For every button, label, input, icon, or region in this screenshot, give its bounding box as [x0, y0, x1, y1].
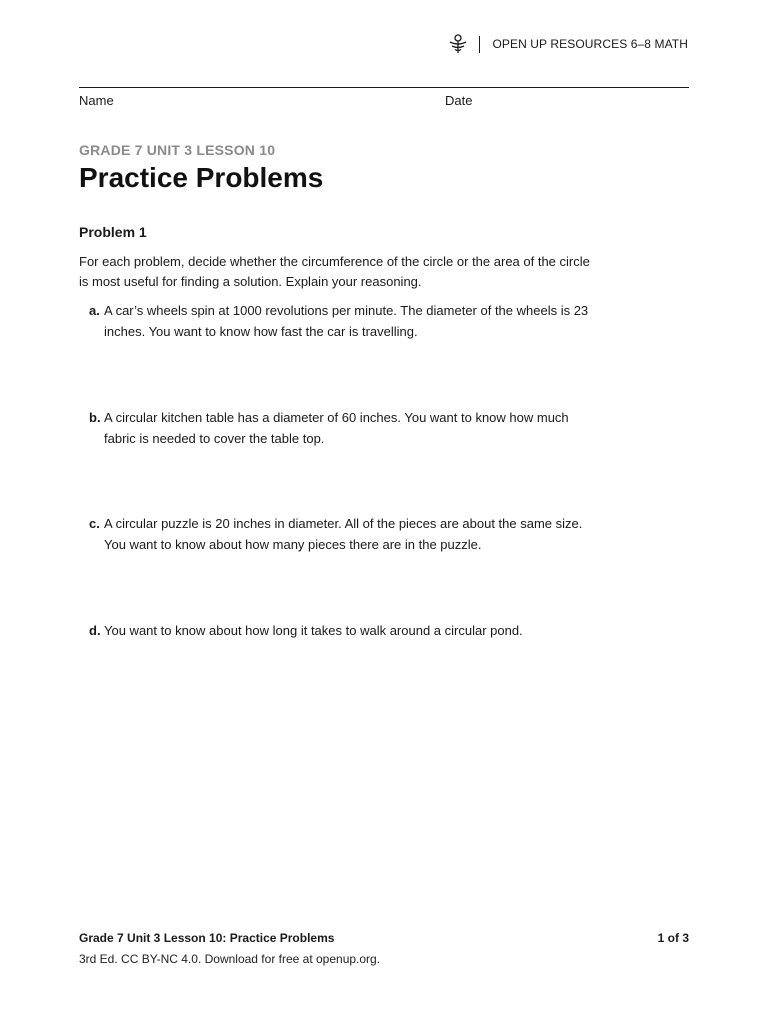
brand-text: OPEN UP RESOURCES 6–8 MATH [492, 37, 688, 51]
name-label: Name [79, 93, 114, 108]
part-text: A circular puzzle is 20 inches in diameter. All of the pieces are about the same size. You want to know about how many pieces there are in the puzzle. [104, 516, 583, 552]
part-text: A car’s wheels spin at 1000 revolutions per minute. The diameter of the wheels is 23 inches. You want to know how fast the car is travelling. [104, 303, 589, 339]
part-text: A circular kitchen table has a diameter of 60 inches. You want to know how much fabric is needed to cover the table top. [104, 410, 569, 446]
part-letter: a. [89, 303, 100, 318]
part-text: You want to know about how long it takes to walk around a circular pond. [104, 623, 523, 638]
part-letter: b. [89, 410, 101, 425]
part-letter: c. [89, 516, 100, 531]
page-number: 1 of 3 [657, 931, 689, 945]
footer-title: Grade 7 Unit 3 Lesson 10: Practice Problems [79, 931, 335, 945]
page-title: Practice Problems [79, 162, 324, 193]
problem-part-d [89, 620, 599, 641]
problem-part-a [89, 300, 599, 342]
part-letter: d. [89, 623, 101, 638]
date-label: Date [445, 93, 473, 108]
problem-part-b [89, 407, 599, 449]
open-up-logo-icon [447, 34, 469, 54]
problem-heading: Problem 1 [79, 224, 147, 240]
lesson-label: GRADE 7 UNIT 3 LESSON 10 [79, 142, 276, 158]
header-brand [447, 34, 688, 54]
header-divider [479, 36, 480, 53]
problem-intro: For each problem, decide whether the circumference of the circle or the area of the circle is most useful for finding a solution. Explain your reasoning. [79, 254, 590, 289]
problem-part-c [89, 513, 599, 555]
name-date-rule [79, 87, 689, 88]
license-text: 3rd Ed. CC BY-NC 4.0. Download for free at openup.org. [79, 952, 381, 966]
